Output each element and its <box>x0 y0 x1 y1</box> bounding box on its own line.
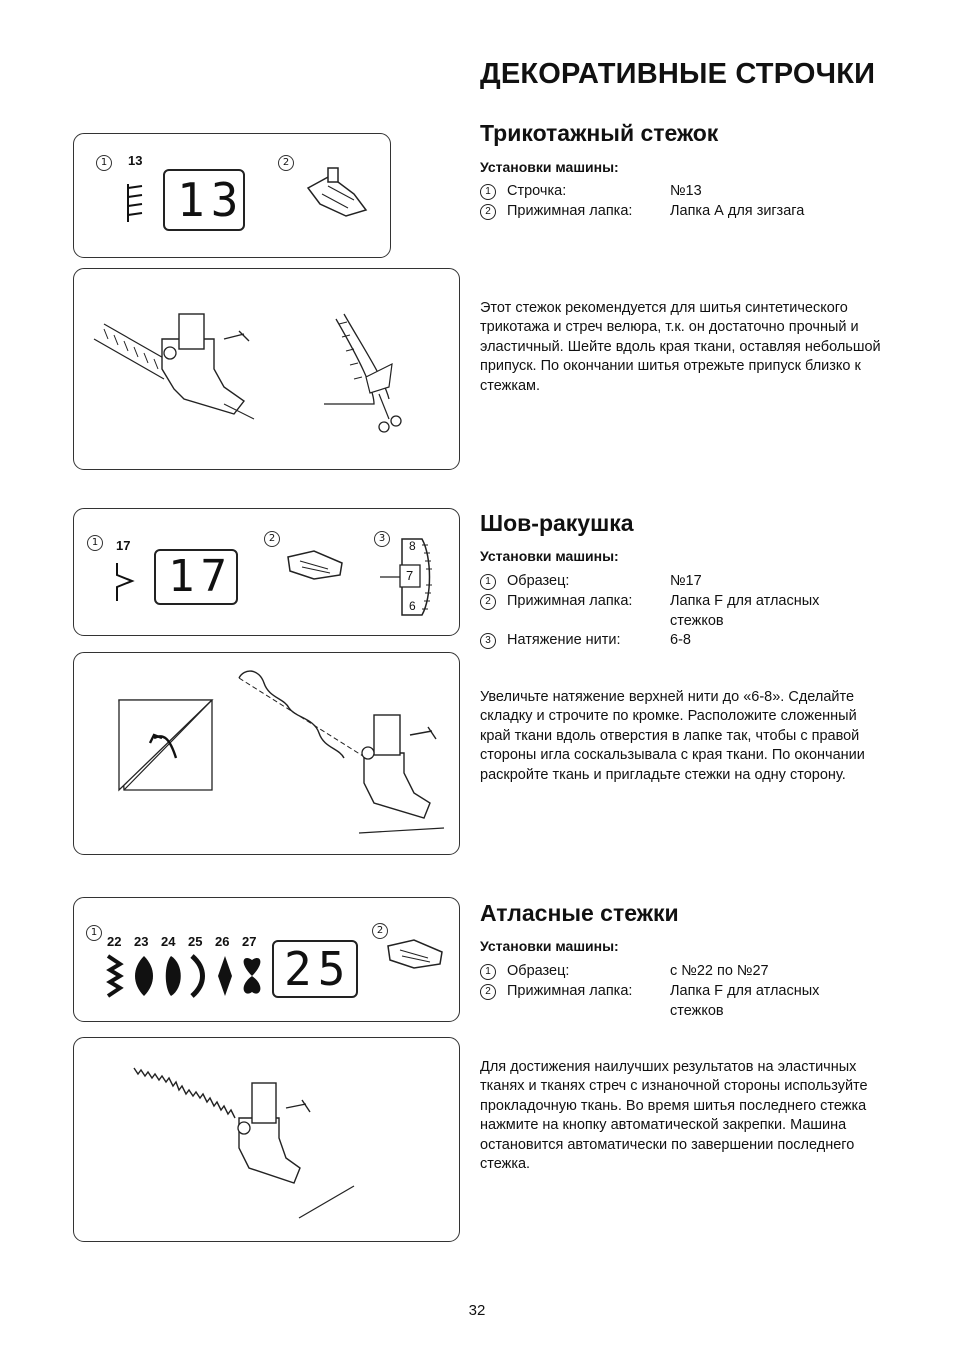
dial-mark-upper: 8 <box>409 539 416 553</box>
setting-value: №13 <box>670 183 702 199</box>
lcd-display <box>154 549 238 605</box>
setting-label: Образец: <box>507 963 570 979</box>
pattern-number: 17 <box>116 538 131 553</box>
page-number: 32 <box>468 1302 486 1319</box>
machine-settings-panel <box>73 508 460 636</box>
setting-value: Лапка F для атласных стежков <box>670 983 820 1019</box>
callout-1: 1 <box>96 155 112 171</box>
setting-value: Лапка F для атласных стежков <box>670 593 820 629</box>
setting-row <box>480 202 880 222</box>
callout-number: 2 <box>480 594 496 610</box>
satin-patterns-icon <box>104 952 274 1002</box>
section-title-shell-stitch: Шов-ракушка <box>480 510 634 536</box>
knit-stitch-pattern-icon <box>124 180 154 226</box>
illustration-panel <box>73 1037 460 1242</box>
page-title: ДЕКОРАТИВНЫЕ СТРОЧКИ <box>480 58 876 90</box>
machine-settings-panel <box>73 897 460 1022</box>
callout-number: 2 <box>480 204 496 220</box>
sewing-illustration <box>74 1038 459 1241</box>
setting-label: Прижимная лапка: <box>507 203 633 219</box>
sewing-illustration <box>74 653 459 854</box>
setting-row <box>480 182 880 202</box>
lcd-digits: 17 <box>168 551 233 602</box>
setting-label: Строчка: <box>507 183 567 199</box>
callout-number: 3 <box>480 633 496 649</box>
lcd-digits: 13 <box>177 173 245 227</box>
callout-number: 1 <box>480 574 496 590</box>
pattern-number: 24 <box>161 934 176 949</box>
setting-value: №17 <box>670 573 702 589</box>
setting-value: с №22 по №27 <box>670 963 769 979</box>
setting-value: Лапка А для зигзага <box>670 203 805 219</box>
satin-foot-icon <box>384 936 446 972</box>
sewing-illustration <box>74 269 459 469</box>
illustration-panel <box>73 652 460 855</box>
callout-number: 1 <box>480 184 496 200</box>
instruction-paragraph: Этот стежок рекомендуется для шитья синтетического трикотажа и стреч велюра, т.к. он достаточно прочный и эластичный. Шейте вдоль края ткани, оставляя небольшой припуск. По окончании шитья отрежьте припуск близко к стежкам. <box>480 300 881 394</box>
shell-stitch-pattern-icon <box>114 559 140 605</box>
callout-2: 2 <box>372 923 388 939</box>
illustration-panel <box>73 268 460 470</box>
settings-label: Установки машины: <box>480 548 619 564</box>
lcd-digits: 25 <box>284 942 352 996</box>
pattern-number: 26 <box>215 934 230 949</box>
pattern-number: 25 <box>188 934 203 949</box>
callout-1: 1 <box>86 925 102 941</box>
setting-value: 6-8 <box>670 632 691 648</box>
setting-row <box>480 572 880 592</box>
setting-row <box>480 982 880 1022</box>
tension-dial-icon <box>370 537 440 617</box>
pattern-number: 23 <box>134 934 149 949</box>
instruction-paragraph: Для достижения наилучших результатов на эластичных тканях и тканях стреч с изнаночной стороны используйте прокладочную ткань. Во время шитья последнего стежка нажмите на кнопку автоматической закрепки. Машина остановится автоматически по завершении последнего стежка. <box>480 1059 868 1173</box>
setting-row <box>480 592 880 632</box>
lcd-display <box>163 169 245 231</box>
dial-mark-lower: 6 <box>409 599 416 613</box>
setting-label: Прижимная лапка: <box>507 983 633 999</box>
callout-2: 2 <box>278 155 294 171</box>
setting-row <box>480 962 880 982</box>
section-title-knit-stitch: Трикотажный стежок <box>480 120 719 146</box>
setting-label: Натяжение нити: <box>507 632 621 648</box>
setting-row <box>480 631 880 651</box>
instruction-paragraph: Увеличьте натяжение верхней нити до «6-8». Сделайте складку и строчите по кромке. Расположите сложенный край ткани вдоль отверстия в лапке так, чтобы с правой стороны игла соскальзывала с края ткани. По окончании раскройте ткань и пригладьте стежки на одну сторону. <box>480 689 865 783</box>
satin-foot-icon <box>284 547 346 583</box>
pattern-number: 22 <box>107 934 122 949</box>
setting-label: Образец: <box>507 573 570 589</box>
dial-mark-middle: 7 <box>406 568 414 583</box>
pattern-number: 13 <box>128 153 143 168</box>
section-title-satin-stitches: Атласные стежки <box>480 900 679 926</box>
callout-number: 2 <box>480 984 496 1000</box>
callout-3: 3 <box>374 531 390 547</box>
machine-settings-panel <box>73 133 391 258</box>
callout-number: 1 <box>480 964 496 980</box>
callout-2: 2 <box>264 531 280 547</box>
lcd-display <box>272 940 358 998</box>
callout-1: 1 <box>87 535 103 551</box>
settings-label: Установки машины: <box>480 938 619 954</box>
pattern-number: 27 <box>242 934 257 949</box>
setting-label: Прижимная лапка: <box>507 593 633 609</box>
zigzag-foot-icon <box>302 164 372 224</box>
settings-label: Установки машины: <box>480 159 619 175</box>
